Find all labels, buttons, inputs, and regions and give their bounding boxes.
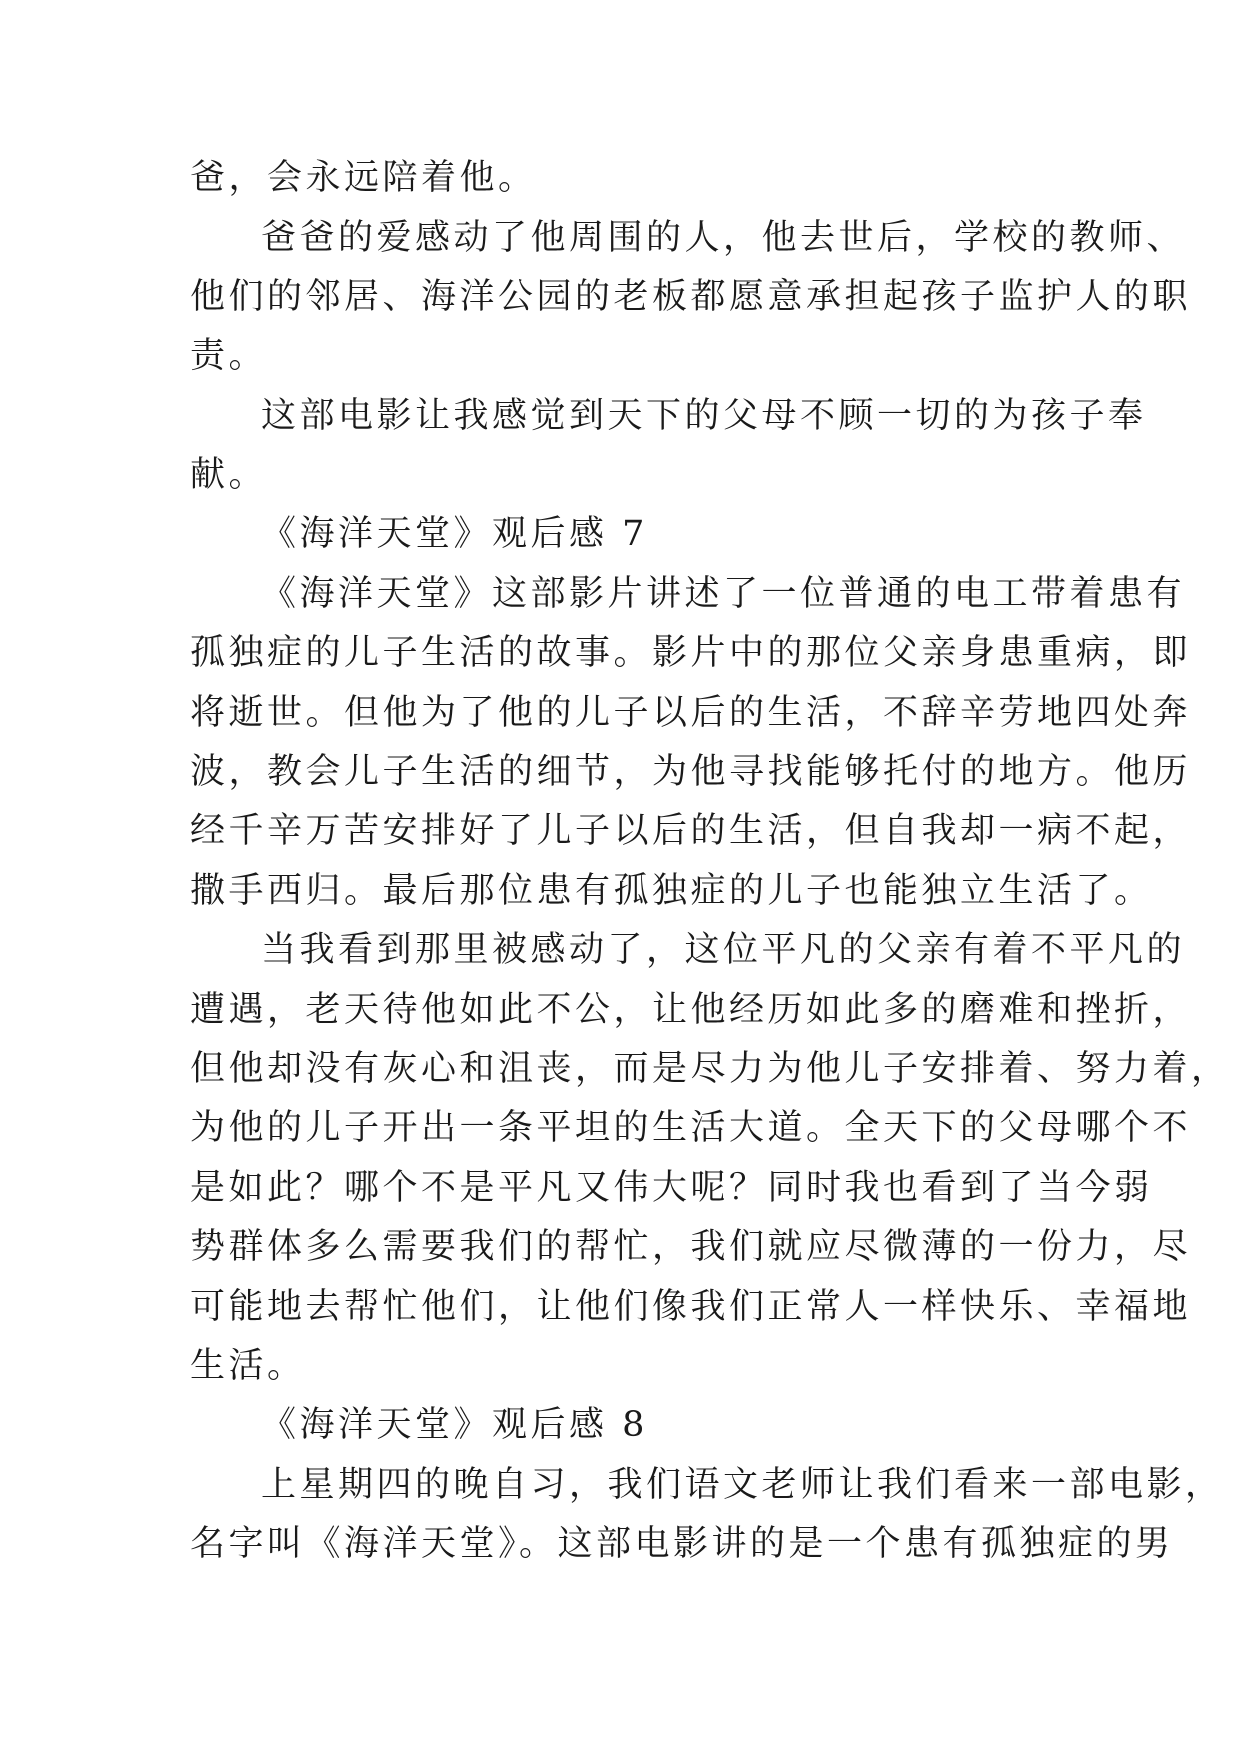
section-heading: 《海洋天堂》观后感 8 — [261, 1405, 648, 1445]
text-line: 献。 — [190, 455, 268, 495]
text-line: 名字叫《海洋天堂》。这部电影讲的是一个患有孤独症的男 — [190, 1524, 1174, 1564]
text-line: 为他的儿子开出一条平坦的生活大道。全天下的父母哪个不 — [190, 1108, 1192, 1148]
text-line: 生活。 — [190, 1346, 306, 1386]
text-line: 经千辛万苦安排好了儿子以后的生活，但自我却一病不起， — [190, 811, 1192, 851]
text-line: 波，教会儿子生活的细节，为他寻找能够托付的地方。他历 — [190, 752, 1192, 792]
text-line: 势群体多么需要我们的帮忙，我们就应尽微薄的一份力，尽 — [190, 1227, 1192, 1267]
text-line: 当我看到那里被感动了，这位平凡的父亲有着不平凡的 — [261, 930, 1186, 970]
text-line: 责。 — [190, 336, 268, 376]
text-line: 但他却没有灰心和沮丧，而是尽力为他儿子安排着、努力着， — [190, 1049, 1230, 1089]
text-line: 爸爸的爱感动了他周围的人，他去世后，学校的教师、 — [261, 218, 1186, 258]
text-line: 爸，会永远陪着他。 — [190, 158, 537, 198]
text-line: 可能地去帮忙他们，让他们像我们正常人一样快乐、幸福地 — [190, 1287, 1192, 1327]
text-line: 孤独症的儿子生活的故事。影片中的那位父亲身患重病，即 — [190, 633, 1192, 673]
text-line: 《海洋天堂》这部影片讲述了一位普通的电工带着患有 — [261, 574, 1186, 614]
text-line: 他们的邻居、海洋公园的老板都愿意承担起孩子监护人的职 — [190, 277, 1192, 317]
text-line: 上星期四的晚自习，我们语文老师让我们看来一部电影， — [261, 1465, 1224, 1505]
text-line: 将逝世。但他为了他的儿子以后的生活，不辞辛劳地四处奔 — [190, 693, 1192, 733]
text-line: 是如此？哪个不是平凡又伟大呢？同时我也看到了当今弱 — [190, 1168, 1153, 1208]
section-heading: 《海洋天堂》观后感 7 — [261, 514, 648, 554]
text-line: 遭遇，老天待他如此不公，让他经历如此多的磨难和挫折， — [190, 990, 1192, 1030]
text-line: 这部电影让我感觉到天下的父母不顾一切的为孩子奉 — [261, 396, 1147, 436]
text-line: 撒手西归。最后那位患有孤独症的儿子也能独立生活了。 — [190, 871, 1153, 911]
